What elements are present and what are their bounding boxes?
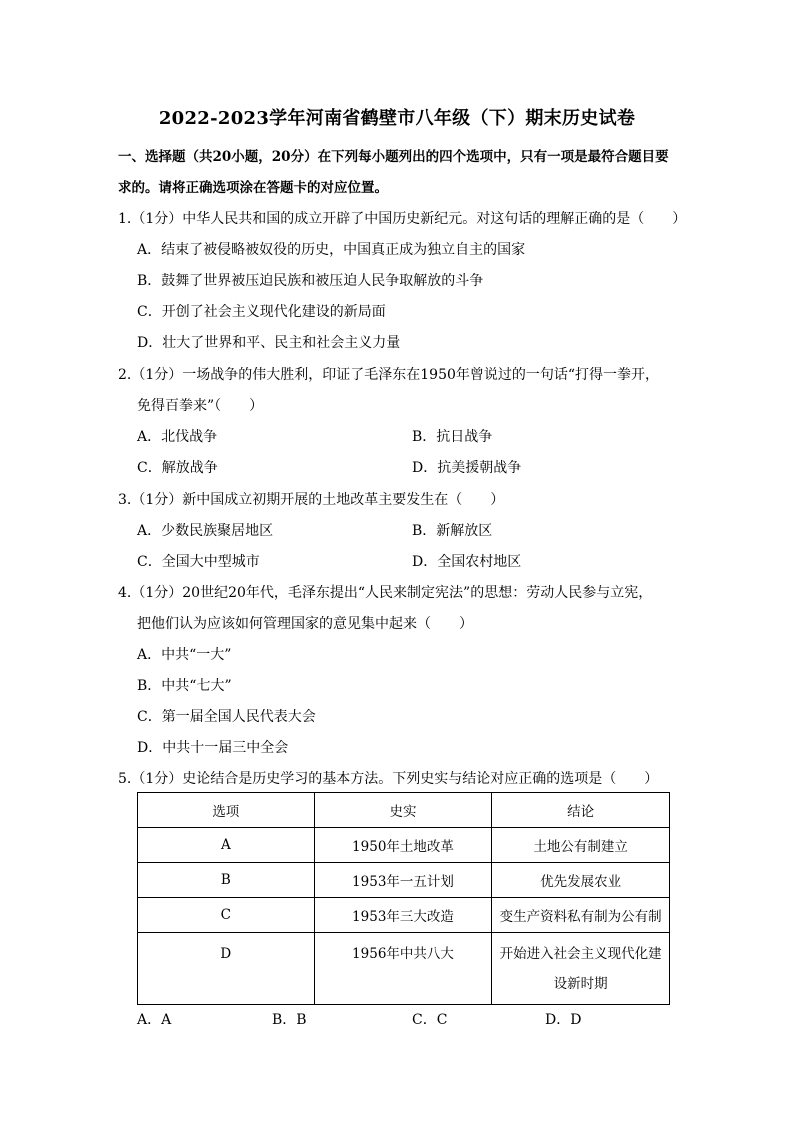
question-2-stem-continued: 免得百拳来”（ ） [137,398,264,414]
question-5-option-b[interactable]: B．B [272,1012,307,1028]
question-1-option-c[interactable]: C．开创了社会主义现代化建设的新局面 [137,304,386,320]
question-2-option-a[interactable]: A．北伐战争 [137,429,218,445]
question-3-option-a[interactable]: A．少数民族聚居地区 [137,523,274,539]
table-cell: D [138,933,315,1005]
question-4-stem-continued: 把他们认为应该如何管理国家的意见集中起来（ ） [137,616,473,632]
history-table [137,792,670,1005]
table-header-cell: 史实 [314,793,492,828]
question-5-option-a[interactable]: A．A [137,1012,172,1028]
question-2-option-c[interactable]: C．解放战争 [137,460,218,476]
question-1-stem: 1.（1分）中华人民共和国的成立开辟了中国历史新纪元。对这句话的理解正确的是（ ） [118,211,687,227]
table-cell: 变生产资料私有制为公有制 [492,898,670,933]
question-5-option-d[interactable]: D．D [545,1012,582,1028]
question-1-option-a[interactable]: A．结束了被侵略被奴役的历史，中国真正成为独立自主的国家 [137,242,526,258]
table-cell: 优先发展农业 [492,863,670,898]
question-3-option-b[interactable]: B．新解放区 [412,523,493,539]
table-cell: 1956年中共八大 [314,933,492,1005]
table-cell-line: 设新时期 [553,975,608,992]
page-title: 2022-2023学年河南省鹤壁市八年级（下）期末历史试卷 [158,108,636,129]
table-cell: A [138,828,315,863]
question-3-option-d[interactable]: D．全国农村地区 [412,554,522,570]
question-1-option-d[interactable]: D．壮大了世界和平、民主和社会主义力量 [137,335,401,351]
question-5-stem: 5.（1分）史论结合是历史学习的基本方法。下列史实与结论对应正确的选项是（ ） [118,771,659,787]
question-5-option-c[interactable]: C．C [412,1012,448,1028]
table-row [138,863,670,898]
table-cell-multiline [492,933,670,1005]
question-2-stem: 2.（1分）一场战争的伟大胜利，印证了毛泽东在1950年曾说过的一句话“打得一拳开， [118,367,660,383]
table-row [138,898,670,933]
table-cell: 1953年三大改造 [314,898,492,933]
question-2-option-b[interactable]: B．抗日战争 [412,429,493,445]
table-cell: C [138,898,315,933]
section-heading: 一、选择题（共20小题，20分）在下列每小题列出的四个选项中，只有一项是最符合题目要求的。请将正确选项涂在答题卡的对应位置。 [118,149,669,196]
question-3-option-c[interactable]: C．全国大中型城市 [137,554,260,570]
table-header-row [138,793,670,828]
question-4-stem: 4.（1分）20世纪20年代，毛泽东提出“人民来制定宪法”的思想：劳动人民参与立宪， [118,585,653,601]
table-cell: 土地公有制建立 [492,828,670,863]
table-cell: B [138,863,315,898]
question-4-option-b[interactable]: B．中共“七大” [137,678,232,694]
question-4-option-a[interactable]: A．中共“一大” [137,647,232,663]
table-cell: 1950年土地改革 [314,828,492,863]
question-4-option-c[interactable]: C．第一届全国人民代表大会 [137,709,316,725]
table-row [138,828,670,863]
table-cell-line: 开始进入社会主义现代化建 [499,945,662,962]
table-cell: 1953年一五计划 [314,863,492,898]
question-4-option-d[interactable]: D．中共十一届三中全会 [137,740,289,756]
question-1-option-b[interactable]: B．鼓舞了世界被压迫民族和被压迫人民争取解放的斗争 [137,273,484,289]
table-header-cell: 选项 [138,793,315,828]
table-row [138,933,670,1005]
question-2-option-d[interactable]: D．抗美援朝战争 [412,460,522,476]
question-3-stem: 3.（1分）新中国成立初期开展的土地改革主要发生在（ ） [118,492,505,508]
table-header-cell: 结论 [492,793,670,828]
